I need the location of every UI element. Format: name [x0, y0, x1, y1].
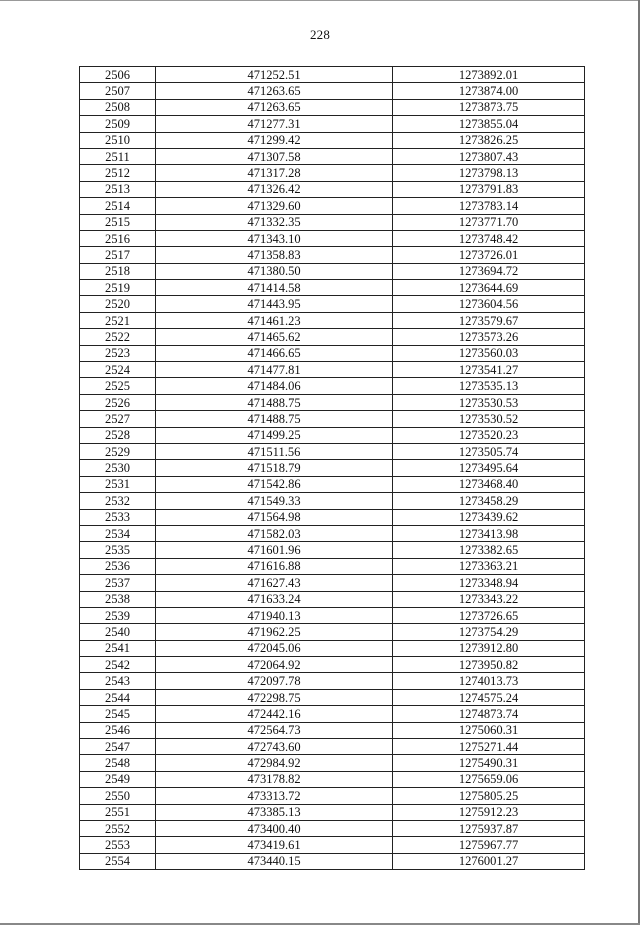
point-number-cell: 2531 [80, 476, 156, 492]
point-number-cell: 2524 [80, 362, 156, 378]
y-coordinate-cell: 1275967.77 [393, 837, 585, 853]
y-coordinate-cell: 1273530.53 [393, 394, 585, 410]
y-coordinate-cell: 1273950.82 [393, 657, 585, 673]
table-row [80, 853, 585, 869]
table-row [80, 706, 585, 722]
y-coordinate-cell: 1273826.25 [393, 132, 585, 148]
x-coordinate-cell: 472564.73 [156, 722, 393, 738]
table-row [80, 476, 585, 492]
point-number-cell: 2516 [80, 230, 156, 246]
x-coordinate-cell: 471307.58 [156, 148, 393, 164]
point-number-cell: 2533 [80, 509, 156, 525]
table-row [80, 99, 585, 115]
point-number-cell: 2543 [80, 673, 156, 689]
x-coordinate-cell: 471252.51 [156, 67, 393, 83]
table-row [80, 427, 585, 443]
x-coordinate-cell: 471564.98 [156, 509, 393, 525]
point-number-cell: 2506 [80, 67, 156, 83]
x-coordinate-cell: 471329.60 [156, 198, 393, 214]
x-coordinate-cell: 471511.56 [156, 443, 393, 459]
y-coordinate-cell: 1273694.72 [393, 263, 585, 279]
y-coordinate-cell: 1275805.25 [393, 788, 585, 804]
y-coordinate-cell: 1273413.98 [393, 525, 585, 541]
x-coordinate-cell: 471263.65 [156, 99, 393, 115]
x-coordinate-cell: 471962.25 [156, 624, 393, 640]
y-coordinate-cell: 1273520.23 [393, 427, 585, 443]
table-row [80, 198, 585, 214]
x-coordinate-cell: 473178.82 [156, 771, 393, 787]
point-number-cell: 2535 [80, 542, 156, 558]
x-coordinate-cell: 471488.75 [156, 394, 393, 410]
table-row [80, 247, 585, 263]
x-coordinate-cell: 473440.15 [156, 853, 393, 869]
y-coordinate-cell: 1273541.27 [393, 362, 585, 378]
y-coordinate-cell: 1273892.01 [393, 67, 585, 83]
table-row [80, 362, 585, 378]
table-row [80, 83, 585, 99]
table-row [80, 640, 585, 656]
x-coordinate-cell: 471499.25 [156, 427, 393, 443]
point-number-cell: 2513 [80, 181, 156, 197]
table-row [80, 755, 585, 771]
table-row [80, 820, 585, 836]
point-number-cell: 2527 [80, 411, 156, 427]
page-number: 228 [309, 27, 331, 42]
coordinate-table-body [80, 67, 585, 870]
y-coordinate-cell: 1273348.94 [393, 575, 585, 591]
point-number-cell: 2520 [80, 296, 156, 312]
x-coordinate-cell: 472064.92 [156, 657, 393, 673]
y-coordinate-cell: 1274575.24 [393, 689, 585, 705]
table-row [80, 181, 585, 197]
y-coordinate-cell: 1273495.64 [393, 460, 585, 476]
point-number-cell: 2545 [80, 706, 156, 722]
point-number-cell: 2542 [80, 657, 156, 673]
point-number-cell: 2507 [80, 83, 156, 99]
point-number-cell: 2534 [80, 525, 156, 541]
y-coordinate-cell: 1273748.42 [393, 230, 585, 246]
x-coordinate-cell: 471277.31 [156, 116, 393, 132]
point-number-cell: 2514 [80, 198, 156, 214]
table-row [80, 804, 585, 820]
y-coordinate-cell: 1273382.65 [393, 542, 585, 558]
table-row [80, 280, 585, 296]
point-number-cell: 2521 [80, 312, 156, 328]
point-number-cell: 2537 [80, 575, 156, 591]
point-number-cell: 2519 [80, 280, 156, 296]
x-coordinate-cell: 473400.40 [156, 820, 393, 836]
table-row [80, 411, 585, 427]
y-coordinate-cell: 1273783.14 [393, 198, 585, 214]
table-row [80, 575, 585, 591]
x-coordinate-cell: 471549.33 [156, 493, 393, 509]
coordinate-table [79, 66, 585, 870]
point-number-cell: 2508 [80, 99, 156, 115]
table-row [80, 493, 585, 509]
x-coordinate-cell: 471263.65 [156, 83, 393, 99]
x-coordinate-cell: 471358.83 [156, 247, 393, 263]
y-coordinate-cell: 1273644.69 [393, 280, 585, 296]
x-coordinate-cell: 471542.86 [156, 476, 393, 492]
x-coordinate-cell: 472097.78 [156, 673, 393, 689]
y-coordinate-cell: 1273535.13 [393, 378, 585, 394]
y-coordinate-cell: 1274013.73 [393, 673, 585, 689]
point-number-cell: 2522 [80, 329, 156, 345]
point-number-cell: 2544 [80, 689, 156, 705]
table-row [80, 67, 585, 83]
x-coordinate-cell: 472442.16 [156, 706, 393, 722]
y-coordinate-cell: 1273726.01 [393, 247, 585, 263]
table-row [80, 788, 585, 804]
x-coordinate-cell: 471484.06 [156, 378, 393, 394]
point-number-cell: 2517 [80, 247, 156, 263]
table-row [80, 148, 585, 164]
point-number-cell: 2525 [80, 378, 156, 394]
x-coordinate-cell: 471518.79 [156, 460, 393, 476]
x-coordinate-cell: 471317.28 [156, 165, 393, 181]
table-row [80, 722, 585, 738]
point-number-cell: 2515 [80, 214, 156, 230]
y-coordinate-cell: 1273912.80 [393, 640, 585, 656]
point-number-cell: 2511 [80, 148, 156, 164]
x-coordinate-cell: 471582.03 [156, 525, 393, 541]
table-row [80, 542, 585, 558]
point-number-cell: 2550 [80, 788, 156, 804]
point-number-cell: 2547 [80, 739, 156, 755]
y-coordinate-cell: 1275060.31 [393, 722, 585, 738]
scan-edge-top [0, 0, 640, 1]
point-number-cell: 2523 [80, 345, 156, 361]
table-row [80, 837, 585, 853]
point-number-cell: 2549 [80, 771, 156, 787]
table-row [80, 296, 585, 312]
table-row [80, 394, 585, 410]
x-coordinate-cell: 472045.06 [156, 640, 393, 656]
table-row [80, 525, 585, 541]
point-number-cell: 2540 [80, 624, 156, 640]
point-number-cell: 2554 [80, 853, 156, 869]
y-coordinate-cell: 1273458.29 [393, 493, 585, 509]
x-coordinate-cell: 471466.65 [156, 345, 393, 361]
y-coordinate-cell: 1273873.75 [393, 99, 585, 115]
x-coordinate-cell: 473419.61 [156, 837, 393, 853]
y-coordinate-cell: 1273726.65 [393, 607, 585, 623]
table-row [80, 165, 585, 181]
point-number-cell: 2553 [80, 837, 156, 853]
x-coordinate-cell: 472984.92 [156, 755, 393, 771]
table-row [80, 345, 585, 361]
y-coordinate-cell: 1275659.06 [393, 771, 585, 787]
y-coordinate-cell: 1273754.29 [393, 624, 585, 640]
point-number-cell: 2532 [80, 493, 156, 509]
table-row [80, 624, 585, 640]
y-coordinate-cell: 1275912.23 [393, 804, 585, 820]
point-number-cell: 2512 [80, 165, 156, 181]
x-coordinate-cell: 473385.13 [156, 804, 393, 820]
x-coordinate-cell: 472298.75 [156, 689, 393, 705]
x-coordinate-cell: 471332.35 [156, 214, 393, 230]
table-row [80, 116, 585, 132]
x-coordinate-cell: 471299.42 [156, 132, 393, 148]
y-coordinate-cell: 1273530.52 [393, 411, 585, 427]
x-coordinate-cell: 471601.96 [156, 542, 393, 558]
y-coordinate-cell: 1275271.44 [393, 739, 585, 755]
y-coordinate-cell: 1273505.74 [393, 443, 585, 459]
point-number-cell: 2528 [80, 427, 156, 443]
table-row [80, 214, 585, 230]
point-number-cell: 2539 [80, 607, 156, 623]
point-number-cell: 2546 [80, 722, 156, 738]
x-coordinate-cell: 471414.58 [156, 280, 393, 296]
x-coordinate-cell: 471488.75 [156, 411, 393, 427]
x-coordinate-cell: 471616.88 [156, 558, 393, 574]
y-coordinate-cell: 1273468.40 [393, 476, 585, 492]
point-number-cell: 2526 [80, 394, 156, 410]
table-row [80, 460, 585, 476]
y-coordinate-cell: 1273798.13 [393, 165, 585, 181]
y-coordinate-cell: 1274873.74 [393, 706, 585, 722]
point-number-cell: 2541 [80, 640, 156, 656]
y-coordinate-cell: 1273874.00 [393, 83, 585, 99]
y-coordinate-cell: 1273855.04 [393, 116, 585, 132]
y-coordinate-cell: 1273791.83 [393, 181, 585, 197]
x-coordinate-cell: 472743.60 [156, 739, 393, 755]
point-number-cell: 2536 [80, 558, 156, 574]
y-coordinate-cell: 1273363.21 [393, 558, 585, 574]
y-coordinate-cell: 1273604.56 [393, 296, 585, 312]
point-number-cell: 2530 [80, 460, 156, 476]
point-number-cell: 2548 [80, 755, 156, 771]
x-coordinate-cell: 471326.42 [156, 181, 393, 197]
point-number-cell: 2509 [80, 116, 156, 132]
y-coordinate-cell: 1275490.31 [393, 755, 585, 771]
table-row [80, 509, 585, 525]
x-coordinate-cell: 471343.10 [156, 230, 393, 246]
table-row [80, 263, 585, 279]
point-number-cell: 2518 [80, 263, 156, 279]
table-row [80, 312, 585, 328]
table-row [80, 673, 585, 689]
x-coordinate-cell: 471443.95 [156, 296, 393, 312]
table-row [80, 230, 585, 246]
y-coordinate-cell: 1273560.03 [393, 345, 585, 361]
table-row [80, 329, 585, 345]
table-row [80, 689, 585, 705]
point-number-cell: 2529 [80, 443, 156, 459]
table-row [80, 739, 585, 755]
table-row [80, 132, 585, 148]
y-coordinate-cell: 1273439.62 [393, 509, 585, 525]
y-coordinate-cell: 1273771.70 [393, 214, 585, 230]
x-coordinate-cell: 471461.23 [156, 312, 393, 328]
table-row [80, 771, 585, 787]
x-coordinate-cell: 471940.13 [156, 607, 393, 623]
x-coordinate-cell: 471633.24 [156, 591, 393, 607]
x-coordinate-cell: 473313.72 [156, 788, 393, 804]
table-row [80, 591, 585, 607]
x-coordinate-cell: 471627.43 [156, 575, 393, 591]
table-row [80, 657, 585, 673]
point-number-cell: 2552 [80, 820, 156, 836]
y-coordinate-cell: 1273343.22 [393, 591, 585, 607]
y-coordinate-cell: 1276001.27 [393, 853, 585, 869]
y-coordinate-cell: 1273807.43 [393, 148, 585, 164]
table-row [80, 443, 585, 459]
table-row [80, 378, 585, 394]
table-row [80, 558, 585, 574]
x-coordinate-cell: 471380.50 [156, 263, 393, 279]
y-coordinate-cell: 1275937.87 [393, 820, 585, 836]
y-coordinate-cell: 1273573.26 [393, 329, 585, 345]
x-coordinate-cell: 471477.81 [156, 362, 393, 378]
x-coordinate-cell: 471465.62 [156, 329, 393, 345]
y-coordinate-cell: 1273579.67 [393, 312, 585, 328]
point-number-cell: 2538 [80, 591, 156, 607]
point-number-cell: 2551 [80, 804, 156, 820]
table-row [80, 607, 585, 623]
point-number-cell: 2510 [80, 132, 156, 148]
